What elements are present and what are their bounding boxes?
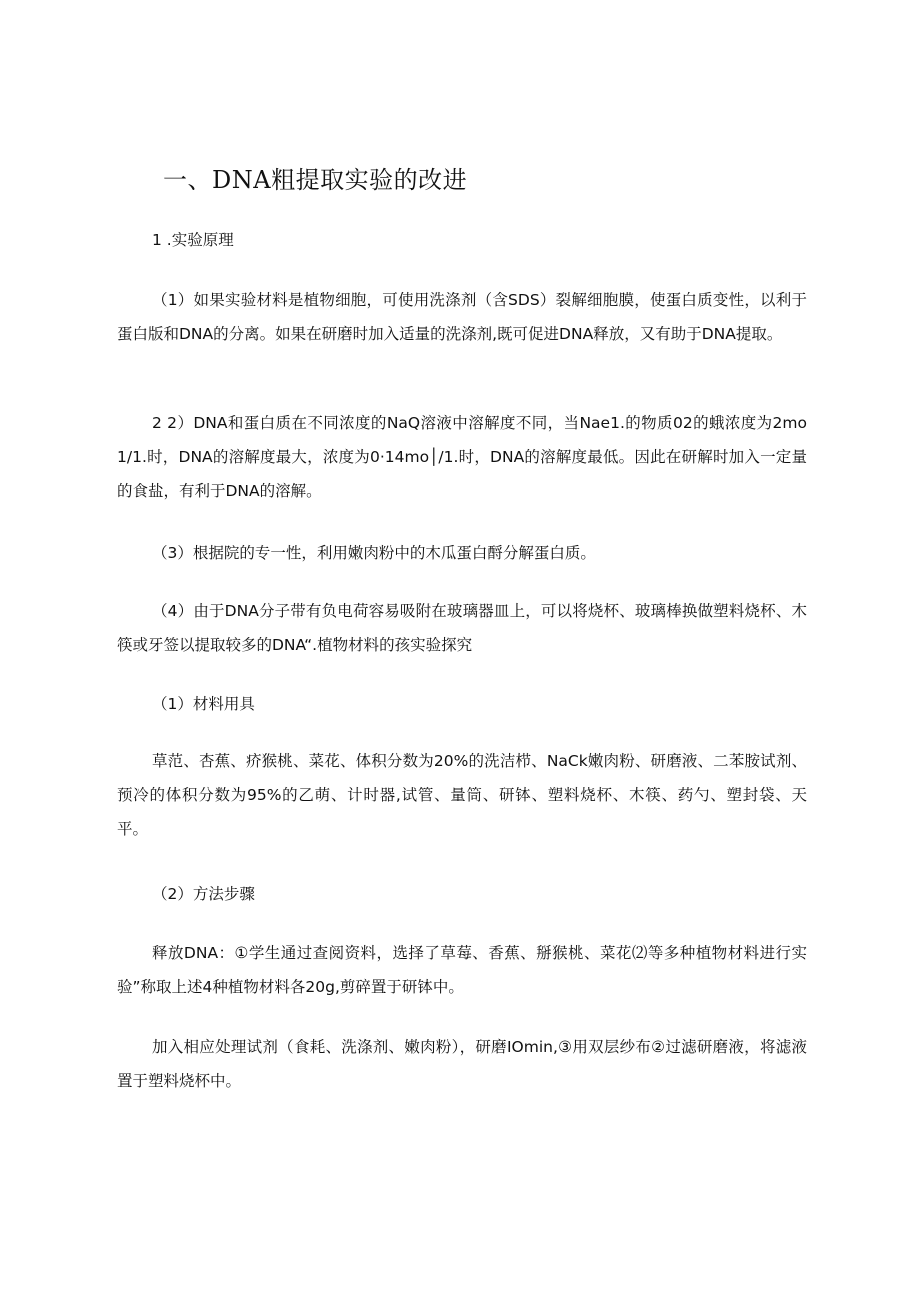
paragraph-method-2: 加入相应处理试剂（食耗、洗涤剂、嫩肉粉），研磨IOmin,③用双层纱布②过滤研磨液，将滤液置于塑料烧杯中。 xyxy=(117,1038,807,1090)
subheading-materials: （1）材料用具 xyxy=(152,695,255,713)
paragraph-materials: 草范、杏蕉、疥猴桃、菜花、体积分数为20%的洗洁栉、NaCk嫩肉粉、研磨液、二苯胺试剂、预冷的体积分数为95%的乙萌、计时器,试管、量筒、研钵、塑料烧杯、木筷、药勺、塑封袋、天平。 xyxy=(117,752,807,838)
paragraph-principle-2: 2 2）DNA和蛋白质在不同浓度的NaQ溶液中溶解度不同，当Nae1.的物质02的蛾浓度为2mo1/1.时，DNA的溶解度最大，浓度为0·14mo│/1.时，DNA的溶解度最低。因此在研解时加入一定量的食盐，有利于DNA的溶解。 xyxy=(117,414,807,500)
paragraph-principle-3: （3）根据院的专一性，利用嫩肉粉中的木瓜蛋白酹分解蛋白质。 xyxy=(152,544,596,562)
subheading-method: （2）方法步骤 xyxy=(152,885,255,903)
document-title: 一、DNA粗提取实验的改进 xyxy=(163,166,468,194)
section-heading-principle: 1 .实验原理 xyxy=(152,231,234,249)
paragraph-method-1: 释放DNA：①学生通过查阅资料，选择了草莓、香蕉、掰猴桃、菜花⑵等多种植物材料进行实验”称取上述4种植物材料各20g,剪碎置于研钵中。 xyxy=(117,944,807,996)
paragraph-principle-1: （1）如果实验材料是植物细胞，可使用洗涤剂（含SDS）裂解细胞膜，使蛋白质变性，以利于蛋白版和DNA的分离。如果在研磨时加入适量的洗涤剂,既可促进DNA释放，又有助于DNA提取。 xyxy=(117,291,807,343)
paragraph-principle-4: （4）由于DNA分子带有负电荷容易吸附在玻璃器皿上，可以将烧杯、玻璃棒换做塑料烧杯、木筷或牙签以提取较多的DNA“.植物材料的孩实验探究 xyxy=(117,602,807,654)
